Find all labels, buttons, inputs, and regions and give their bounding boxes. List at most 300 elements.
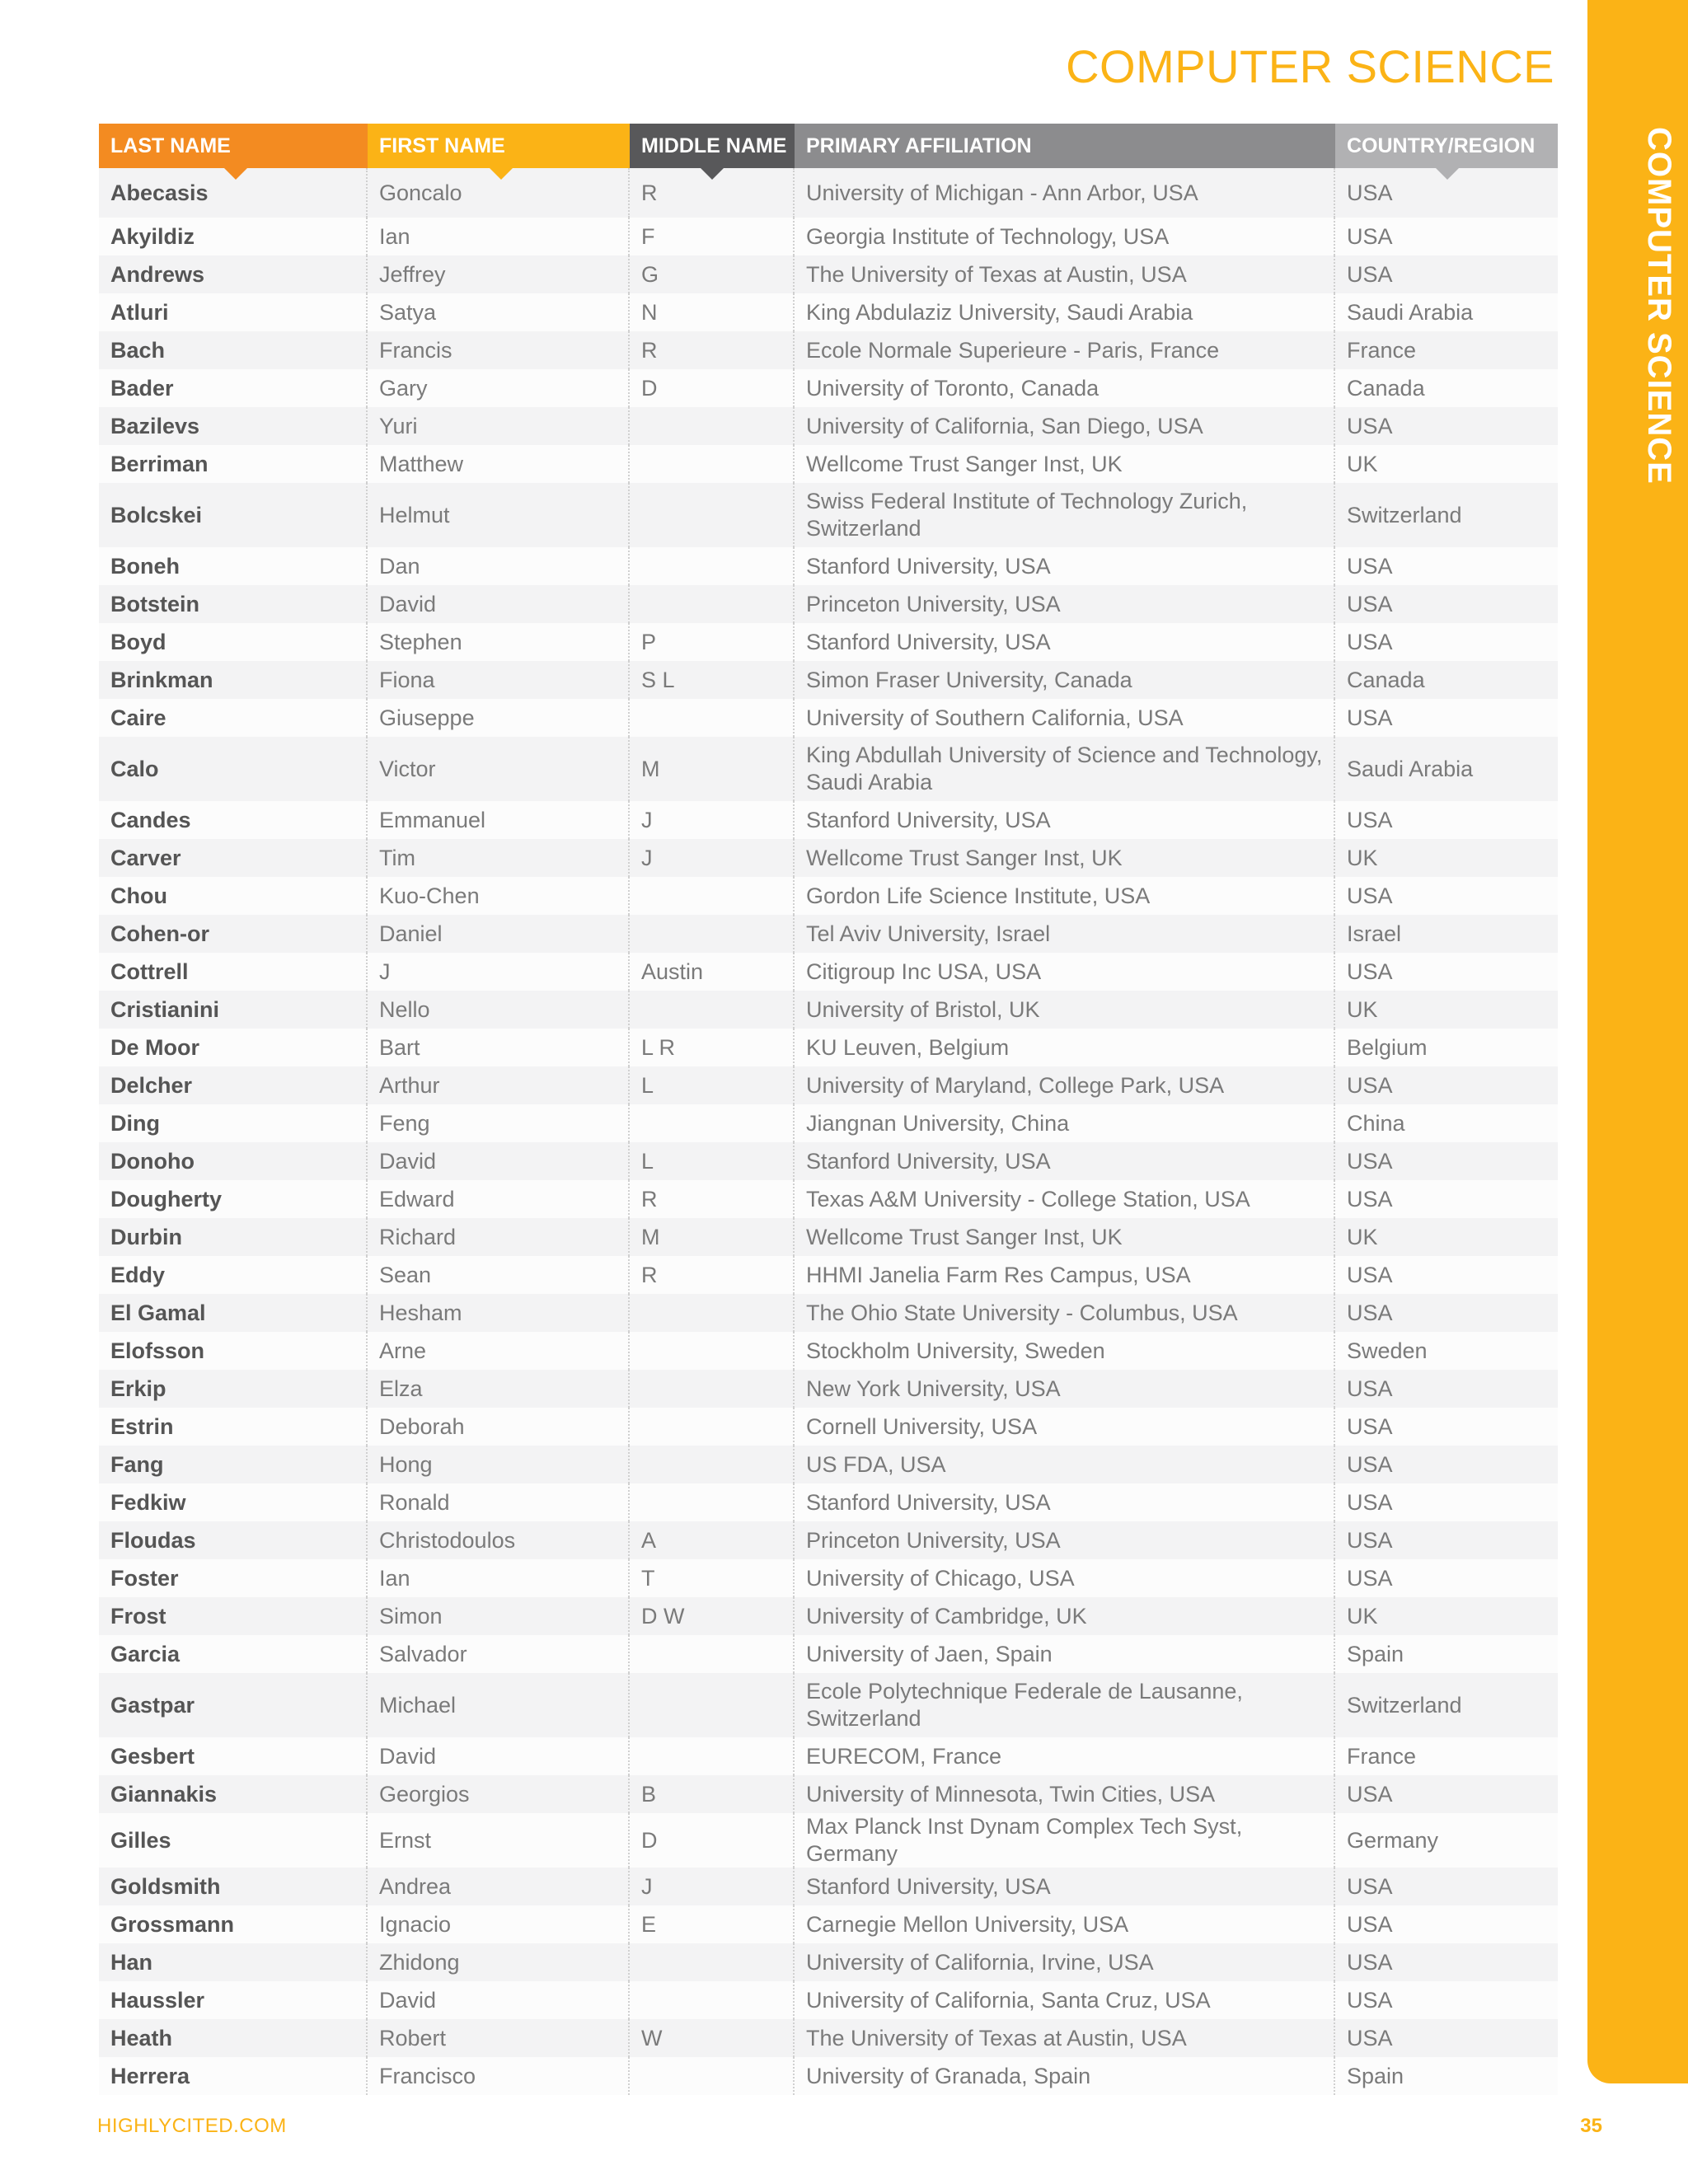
cell-middle-name: R bbox=[630, 1256, 795, 1294]
cell-last-name: Floudas bbox=[99, 1521, 368, 1559]
cell-country-region: Saudi Arabia bbox=[1335, 737, 1558, 801]
cell-last-name: Frost bbox=[99, 1597, 368, 1635]
cell-last-name: Candes bbox=[99, 801, 368, 839]
cell-country-region: USA bbox=[1335, 1775, 1558, 1813]
cell-first-name: Daniel bbox=[368, 915, 630, 953]
table-row bbox=[99, 1775, 1558, 1813]
header-label: COUNTRY/REGION bbox=[1347, 134, 1536, 157]
table-row bbox=[99, 1559, 1558, 1597]
cell-middle-name: T bbox=[630, 1559, 795, 1597]
cell-primary-affiliation: New York University, USA bbox=[795, 1370, 1335, 1408]
cell-country-region: UK bbox=[1335, 839, 1558, 877]
cell-first-name: Goncalo bbox=[368, 168, 630, 218]
cell-primary-affiliation: Georgia Institute of Technology, USA bbox=[795, 218, 1335, 255]
cell-middle-name: W bbox=[630, 2019, 795, 2057]
cell-middle-name: Austin bbox=[630, 953, 795, 991]
cell-country-region: USA bbox=[1335, 1981, 1558, 2019]
cell-country-region: Switzerland bbox=[1335, 1673, 1558, 1737]
cell-last-name: Cristianini bbox=[99, 991, 368, 1029]
cell-first-name: Dan bbox=[368, 547, 630, 585]
cell-first-name: Ian bbox=[368, 1559, 630, 1597]
cell-primary-affiliation: University of California, Santa Cruz, USA bbox=[795, 1981, 1335, 2019]
cell-country-region: USA bbox=[1335, 953, 1558, 991]
cell-middle-name bbox=[630, 2057, 795, 2095]
cell-country-region: Sweden bbox=[1335, 1332, 1558, 1370]
cell-middle-name: D bbox=[630, 369, 795, 407]
table-row bbox=[99, 407, 1558, 445]
cell-middle-name bbox=[630, 1737, 795, 1775]
cell-country-region: USA bbox=[1335, 877, 1558, 915]
cell-first-name: Hong bbox=[368, 1446, 630, 1483]
cell-primary-affiliation: Stanford University, USA bbox=[795, 623, 1335, 661]
cell-primary-affiliation: US FDA, USA bbox=[795, 1446, 1335, 1483]
table-body bbox=[99, 168, 1558, 2095]
cell-country-region: Saudi Arabia bbox=[1335, 293, 1558, 331]
cell-last-name: Carver bbox=[99, 839, 368, 877]
table-row bbox=[99, 1905, 1558, 1943]
table-row bbox=[99, 2057, 1558, 2095]
table-row bbox=[99, 623, 1558, 661]
footer-site-link[interactable]: HIGHLYCITED.COM bbox=[97, 2115, 287, 2137]
sort-arrow-icon bbox=[224, 168, 247, 180]
cell-last-name: Elofsson bbox=[99, 1332, 368, 1370]
header-first-name[interactable] bbox=[368, 124, 630, 168]
cell-primary-affiliation: Carnegie Mellon University, USA bbox=[795, 1905, 1335, 1943]
cell-first-name: Francis bbox=[368, 331, 630, 369]
cell-last-name: Bazilevs bbox=[99, 407, 368, 445]
cell-primary-affiliation: Stanford University, USA bbox=[795, 801, 1335, 839]
cell-last-name: Delcher bbox=[99, 1066, 368, 1104]
cell-last-name: Berriman bbox=[99, 445, 368, 483]
header-primary-affiliation[interactable] bbox=[795, 124, 1335, 168]
researchers-table bbox=[99, 124, 1558, 2095]
cell-first-name: Sean bbox=[368, 1256, 630, 1294]
table-row bbox=[99, 1370, 1558, 1408]
cell-country-region: USA bbox=[1335, 1408, 1558, 1446]
table-row bbox=[99, 293, 1558, 331]
cell-first-name: Richard bbox=[368, 1218, 630, 1256]
cell-primary-affiliation: Tel Aviv University, Israel bbox=[795, 915, 1335, 953]
cell-last-name: Erkip bbox=[99, 1370, 368, 1408]
table-row bbox=[99, 1673, 1558, 1737]
cell-last-name: Cohen-or bbox=[99, 915, 368, 953]
cell-primary-affiliation: University of Southern California, USA bbox=[795, 699, 1335, 737]
cell-last-name: Akyildiz bbox=[99, 218, 368, 255]
cell-middle-name bbox=[630, 483, 795, 547]
cell-last-name: Gastpar bbox=[99, 1673, 368, 1737]
cell-first-name: Simon bbox=[368, 1597, 630, 1635]
table-row bbox=[99, 218, 1558, 255]
cell-last-name: El Gamal bbox=[99, 1294, 368, 1332]
table-row bbox=[99, 255, 1558, 293]
cell-middle-name: J bbox=[630, 839, 795, 877]
cell-primary-affiliation: The University of Texas at Austin, USA bbox=[795, 255, 1335, 293]
cell-primary-affiliation: The University of Texas at Austin, USA bbox=[795, 2019, 1335, 2057]
cell-first-name: Salvador bbox=[368, 1635, 630, 1673]
cell-primary-affiliation: University of Jaen, Spain bbox=[795, 1635, 1335, 1673]
cell-first-name: David bbox=[368, 1737, 630, 1775]
cell-primary-affiliation: Citigroup Inc USA, USA bbox=[795, 953, 1335, 991]
cell-first-name: David bbox=[368, 1981, 630, 2019]
cell-first-name: Jeffrey bbox=[368, 255, 630, 293]
table-row bbox=[99, 1142, 1558, 1180]
cell-first-name: Helmut bbox=[368, 483, 630, 547]
cell-country-region: USA bbox=[1335, 1180, 1558, 1218]
cell-first-name: Zhidong bbox=[368, 1943, 630, 1981]
cell-country-region: USA bbox=[1335, 1294, 1558, 1332]
cell-first-name: Elza bbox=[368, 1370, 630, 1408]
cell-first-name: Christodoulos bbox=[368, 1521, 630, 1559]
cell-primary-affiliation: Gordon Life Science Institute, USA bbox=[795, 877, 1335, 915]
cell-middle-name bbox=[630, 1673, 795, 1737]
cell-last-name: Heath bbox=[99, 2019, 368, 2057]
cell-middle-name bbox=[630, 915, 795, 953]
table-row bbox=[99, 661, 1558, 699]
header-label: LAST NAME bbox=[110, 134, 231, 157]
table-row bbox=[99, 1408, 1558, 1446]
cell-country-region: USA bbox=[1335, 1446, 1558, 1483]
cell-last-name: Boyd bbox=[99, 623, 368, 661]
cell-last-name: Bader bbox=[99, 369, 368, 407]
cell-primary-affiliation: Stanford University, USA bbox=[795, 547, 1335, 585]
cell-middle-name: S L bbox=[630, 661, 795, 699]
cell-country-region: USA bbox=[1335, 547, 1558, 585]
cell-middle-name bbox=[630, 1294, 795, 1332]
cell-last-name: Eddy bbox=[99, 1256, 368, 1294]
cell-last-name: Cottrell bbox=[99, 953, 368, 991]
table-row bbox=[99, 483, 1558, 547]
cell-first-name: Hesham bbox=[368, 1294, 630, 1332]
cell-primary-affiliation: University of Toronto, Canada bbox=[795, 369, 1335, 407]
table-row bbox=[99, 1813, 1558, 1868]
cell-middle-name bbox=[630, 1483, 795, 1521]
cell-primary-affiliation: University of Minnesota, Twin Cities, USA bbox=[795, 1775, 1335, 1813]
cell-last-name: Donoho bbox=[99, 1142, 368, 1180]
cell-country-region: USA bbox=[1335, 1521, 1558, 1559]
cell-primary-affiliation: University of California, San Diego, USA bbox=[795, 407, 1335, 445]
cell-middle-name: B bbox=[630, 1775, 795, 1813]
cell-last-name: Andrews bbox=[99, 255, 368, 293]
sort-arrow-icon bbox=[490, 168, 513, 180]
header-label: MIDDLE NAME bbox=[641, 134, 787, 157]
cell-last-name: Estrin bbox=[99, 1408, 368, 1446]
cell-primary-affiliation: Ecole Normale Superieure - Paris, France bbox=[795, 331, 1335, 369]
cell-middle-name: F bbox=[630, 218, 795, 255]
cell-country-region: USA bbox=[1335, 1943, 1558, 1981]
cell-middle-name bbox=[630, 699, 795, 737]
cell-last-name: Foster bbox=[99, 1559, 368, 1597]
table-row bbox=[99, 1029, 1558, 1066]
cell-country-region: USA bbox=[1335, 1868, 1558, 1905]
cell-first-name: Nello bbox=[368, 991, 630, 1029]
cell-primary-affiliation: The Ohio State University - Columbus, USA bbox=[795, 1294, 1335, 1332]
cell-middle-name: M bbox=[630, 737, 795, 801]
cell-last-name: Goldsmith bbox=[99, 1868, 368, 1905]
cell-middle-name bbox=[630, 1370, 795, 1408]
cell-middle-name bbox=[630, 547, 795, 585]
cell-last-name: De Moor bbox=[99, 1029, 368, 1066]
cell-last-name: Haussler bbox=[99, 1981, 368, 2019]
table-row bbox=[99, 1446, 1558, 1483]
cell-last-name: Grossmann bbox=[99, 1905, 368, 1943]
cell-primary-affiliation: Stanford University, USA bbox=[795, 1483, 1335, 1521]
cell-primary-affiliation: Princeton University, USA bbox=[795, 1521, 1335, 1559]
cell-last-name: Fang bbox=[99, 1446, 368, 1483]
cell-middle-name: J bbox=[630, 801, 795, 839]
cell-country-region: Spain bbox=[1335, 1635, 1558, 1673]
cell-first-name: Arthur bbox=[368, 1066, 630, 1104]
cell-middle-name: E bbox=[630, 1905, 795, 1943]
cell-primary-affiliation: KU Leuven, Belgium bbox=[795, 1029, 1335, 1066]
cell-primary-affiliation: University of Cambridge, UK bbox=[795, 1597, 1335, 1635]
cell-primary-affiliation: King Abdulaziz University, Saudi Arabia bbox=[795, 293, 1335, 331]
table-row bbox=[99, 1218, 1558, 1256]
cell-last-name: Giannakis bbox=[99, 1775, 368, 1813]
cell-primary-affiliation: University of California, Irvine, USA bbox=[795, 1943, 1335, 1981]
cell-country-region: USA bbox=[1335, 255, 1558, 293]
cell-middle-name: R bbox=[630, 1180, 795, 1218]
cell-primary-affiliation: Texas A&M University - College Station, USA bbox=[795, 1180, 1335, 1218]
cell-first-name: Feng bbox=[368, 1104, 630, 1142]
table-row bbox=[99, 737, 1558, 801]
cell-last-name: Brinkman bbox=[99, 661, 368, 699]
cell-last-name: Caire bbox=[99, 699, 368, 737]
cell-middle-name bbox=[630, 991, 795, 1029]
cell-country-region: UK bbox=[1335, 1597, 1558, 1635]
cell-primary-affiliation: Ecole Polytechnique Federale de Lausanne, Switzerland bbox=[795, 1673, 1335, 1737]
cell-primary-affiliation: Stockholm University, Sweden bbox=[795, 1332, 1335, 1370]
cell-first-name: Yuri bbox=[368, 407, 630, 445]
cell-first-name: Michael bbox=[368, 1673, 630, 1737]
cell-primary-affiliation: Simon Fraser University, Canada bbox=[795, 661, 1335, 699]
cell-first-name: Kuo-Chen bbox=[368, 877, 630, 915]
cell-middle-name: D W bbox=[630, 1597, 795, 1635]
cell-country-region: Belgium bbox=[1335, 1029, 1558, 1066]
cell-last-name: Herrera bbox=[99, 2057, 368, 2095]
cell-first-name: Matthew bbox=[368, 445, 630, 483]
cell-country-region: USA bbox=[1335, 1066, 1558, 1104]
table-row bbox=[99, 168, 1558, 218]
cell-first-name: Gary bbox=[368, 369, 630, 407]
cell-last-name: Bach bbox=[99, 331, 368, 369]
cell-first-name: Ernst bbox=[368, 1813, 630, 1868]
cell-last-name: Chou bbox=[99, 877, 368, 915]
cell-last-name: Abecasis bbox=[99, 168, 368, 218]
cell-primary-affiliation: Swiss Federal Institute of Technology Zurich, Switzerland bbox=[795, 483, 1335, 547]
cell-primary-affiliation: Cornell University, USA bbox=[795, 1408, 1335, 1446]
cell-middle-name: L bbox=[630, 1066, 795, 1104]
table-row bbox=[99, 839, 1558, 877]
table-row bbox=[99, 1294, 1558, 1332]
cell-primary-affiliation: HHMI Janelia Farm Res Campus, USA bbox=[795, 1256, 1335, 1294]
cell-first-name: Bart bbox=[368, 1029, 630, 1066]
table-row bbox=[99, 1066, 1558, 1104]
cell-last-name: Bolcskei bbox=[99, 483, 368, 547]
cell-middle-name: L bbox=[630, 1142, 795, 1180]
table-row bbox=[99, 547, 1558, 585]
cell-middle-name: A bbox=[630, 1521, 795, 1559]
cell-middle-name bbox=[630, 1446, 795, 1483]
cell-country-region: UK bbox=[1335, 991, 1558, 1029]
table-row bbox=[99, 1256, 1558, 1294]
cell-first-name: Francisco bbox=[368, 2057, 630, 2095]
cell-country-region: France bbox=[1335, 1737, 1558, 1775]
cell-primary-affiliation: EURECOM, France bbox=[795, 1737, 1335, 1775]
table-row bbox=[99, 1104, 1558, 1142]
cell-first-name: David bbox=[368, 585, 630, 623]
cell-primary-affiliation: Wellcome Trust Sanger Inst, UK bbox=[795, 1218, 1335, 1256]
cell-primary-affiliation: Stanford University, USA bbox=[795, 1142, 1335, 1180]
cell-last-name: Garcia bbox=[99, 1635, 368, 1673]
cell-first-name: Fiona bbox=[368, 661, 630, 699]
table-row bbox=[99, 1521, 1558, 1559]
page-number: 35 bbox=[1580, 2115, 1602, 2137]
cell-first-name: David bbox=[368, 1142, 630, 1180]
sort-arrow-icon bbox=[701, 168, 724, 180]
table-row bbox=[99, 1483, 1558, 1521]
cell-first-name: Emmanuel bbox=[368, 801, 630, 839]
cell-primary-affiliation: University of Maryland, College Park, USA bbox=[795, 1066, 1335, 1104]
cell-first-name: Satya bbox=[368, 293, 630, 331]
cell-country-region: USA bbox=[1335, 585, 1558, 623]
cell-primary-affiliation: Stanford University, USA bbox=[795, 1868, 1335, 1905]
cell-country-region: Israel bbox=[1335, 915, 1558, 953]
cell-middle-name bbox=[630, 445, 795, 483]
table-header-row bbox=[99, 124, 1558, 168]
cell-first-name: Tim bbox=[368, 839, 630, 877]
cell-middle-name: J bbox=[630, 1868, 795, 1905]
cell-primary-affiliation: University of Michigan - Ann Arbor, USA bbox=[795, 168, 1335, 218]
table-row bbox=[99, 2019, 1558, 2057]
cell-last-name: Ding bbox=[99, 1104, 368, 1142]
header-middle-name[interactable] bbox=[630, 124, 795, 168]
cell-last-name: Han bbox=[99, 1943, 368, 1981]
cell-middle-name: P bbox=[630, 623, 795, 661]
header-label: PRIMARY AFFILIATION bbox=[806, 134, 1032, 157]
cell-first-name: Victor bbox=[368, 737, 630, 801]
cell-country-region: USA bbox=[1335, 2019, 1558, 2057]
cell-primary-affiliation: Wellcome Trust Sanger Inst, UK bbox=[795, 839, 1335, 877]
cell-primary-affiliation: King Abdullah University of Science and Technology, Saudi Arabia bbox=[795, 737, 1335, 801]
table-row bbox=[99, 445, 1558, 483]
cell-first-name: Ignacio bbox=[368, 1905, 630, 1943]
cell-country-region: Germany bbox=[1335, 1813, 1558, 1868]
table-row bbox=[99, 1332, 1558, 1370]
cell-country-region: Spain bbox=[1335, 2057, 1558, 2095]
cell-middle-name bbox=[630, 1408, 795, 1446]
cell-country-region: Canada bbox=[1335, 661, 1558, 699]
cell-last-name: Botstein bbox=[99, 585, 368, 623]
cell-country-region: USA bbox=[1335, 218, 1558, 255]
cell-first-name: Edward bbox=[368, 1180, 630, 1218]
cell-middle-name: N bbox=[630, 293, 795, 331]
cell-first-name: Robert bbox=[368, 2019, 630, 2057]
header-last-name[interactable] bbox=[99, 124, 368, 168]
cell-country-region: Canada bbox=[1335, 369, 1558, 407]
cell-last-name: Calo bbox=[99, 737, 368, 801]
cell-country-region: Switzerland bbox=[1335, 483, 1558, 547]
cell-middle-name bbox=[630, 407, 795, 445]
cell-country-region: China bbox=[1335, 1104, 1558, 1142]
cell-country-region: USA bbox=[1335, 623, 1558, 661]
cell-middle-name: L R bbox=[630, 1029, 795, 1066]
table-row bbox=[99, 801, 1558, 839]
cell-country-region: UK bbox=[1335, 445, 1558, 483]
cell-country-region: USA bbox=[1335, 1483, 1558, 1521]
cell-middle-name bbox=[630, 1943, 795, 1981]
cell-country-region: USA bbox=[1335, 168, 1558, 218]
table-row bbox=[99, 585, 1558, 623]
section-title: COMPUTER SCIENCE bbox=[1066, 40, 1554, 92]
cell-primary-affiliation: Wellcome Trust Sanger Inst, UK bbox=[795, 445, 1335, 483]
table-row bbox=[99, 1737, 1558, 1775]
cell-last-name: Dougherty bbox=[99, 1180, 368, 1218]
cell-country-region: USA bbox=[1335, 1370, 1558, 1408]
cell-first-name: Deborah bbox=[368, 1408, 630, 1446]
cell-middle-name bbox=[630, 877, 795, 915]
cell-middle-name bbox=[630, 585, 795, 623]
cell-middle-name: R bbox=[630, 331, 795, 369]
cell-primary-affiliation: Princeton University, USA bbox=[795, 585, 1335, 623]
cell-country-region: USA bbox=[1335, 1559, 1558, 1597]
cell-first-name: Andrea bbox=[368, 1868, 630, 1905]
cell-first-name: Ian bbox=[368, 218, 630, 255]
cell-last-name: Boneh bbox=[99, 547, 368, 585]
cell-middle-name: G bbox=[630, 255, 795, 293]
table-row bbox=[99, 915, 1558, 953]
cell-country-region: USA bbox=[1335, 407, 1558, 445]
cell-first-name: Giuseppe bbox=[368, 699, 630, 737]
cell-primary-affiliation: Max Planck Inst Dynam Complex Tech Syst, Germany bbox=[795, 1813, 1335, 1868]
sort-arrow-icon bbox=[1436, 168, 1459, 180]
table-row bbox=[99, 1868, 1558, 1905]
header-country-region[interactable] bbox=[1335, 124, 1558, 168]
cell-primary-affiliation: University of Bristol, UK bbox=[795, 991, 1335, 1029]
table-row bbox=[99, 369, 1558, 407]
cell-last-name: Gesbert bbox=[99, 1737, 368, 1775]
table-row bbox=[99, 991, 1558, 1029]
cell-last-name: Fedkiw bbox=[99, 1483, 368, 1521]
table-row bbox=[99, 953, 1558, 991]
cell-last-name: Durbin bbox=[99, 1218, 368, 1256]
table-row bbox=[99, 1180, 1558, 1218]
table-row bbox=[99, 699, 1558, 737]
cell-country-region: USA bbox=[1335, 801, 1558, 839]
cell-country-region: USA bbox=[1335, 699, 1558, 737]
cell-first-name: Arne bbox=[368, 1332, 630, 1370]
cell-country-region: UK bbox=[1335, 1218, 1558, 1256]
cell-country-region: USA bbox=[1335, 1256, 1558, 1294]
table-row bbox=[99, 1943, 1558, 1981]
cell-country-region: USA bbox=[1335, 1142, 1558, 1180]
cell-last-name: Atluri bbox=[99, 293, 368, 331]
cell-first-name: Ronald bbox=[368, 1483, 630, 1521]
cell-primary-affiliation: Jiangnan University, China bbox=[795, 1104, 1335, 1142]
table-row bbox=[99, 877, 1558, 915]
cell-last-name: Gilles bbox=[99, 1813, 368, 1868]
cell-primary-affiliation: University of Granada, Spain bbox=[795, 2057, 1335, 2095]
cell-middle-name bbox=[630, 1981, 795, 2019]
header-label: FIRST NAME bbox=[379, 134, 505, 157]
side-tab-label: COMPUTER SCIENCE bbox=[1641, 127, 1677, 485]
cell-middle-name: D bbox=[630, 1813, 795, 1868]
cell-primary-affiliation: University of Chicago, USA bbox=[795, 1559, 1335, 1597]
table-row bbox=[99, 1635, 1558, 1673]
cell-first-name: Stephen bbox=[368, 623, 630, 661]
cell-middle-name: M bbox=[630, 1218, 795, 1256]
cell-first-name: J bbox=[368, 953, 630, 991]
table-row bbox=[99, 1597, 1558, 1635]
